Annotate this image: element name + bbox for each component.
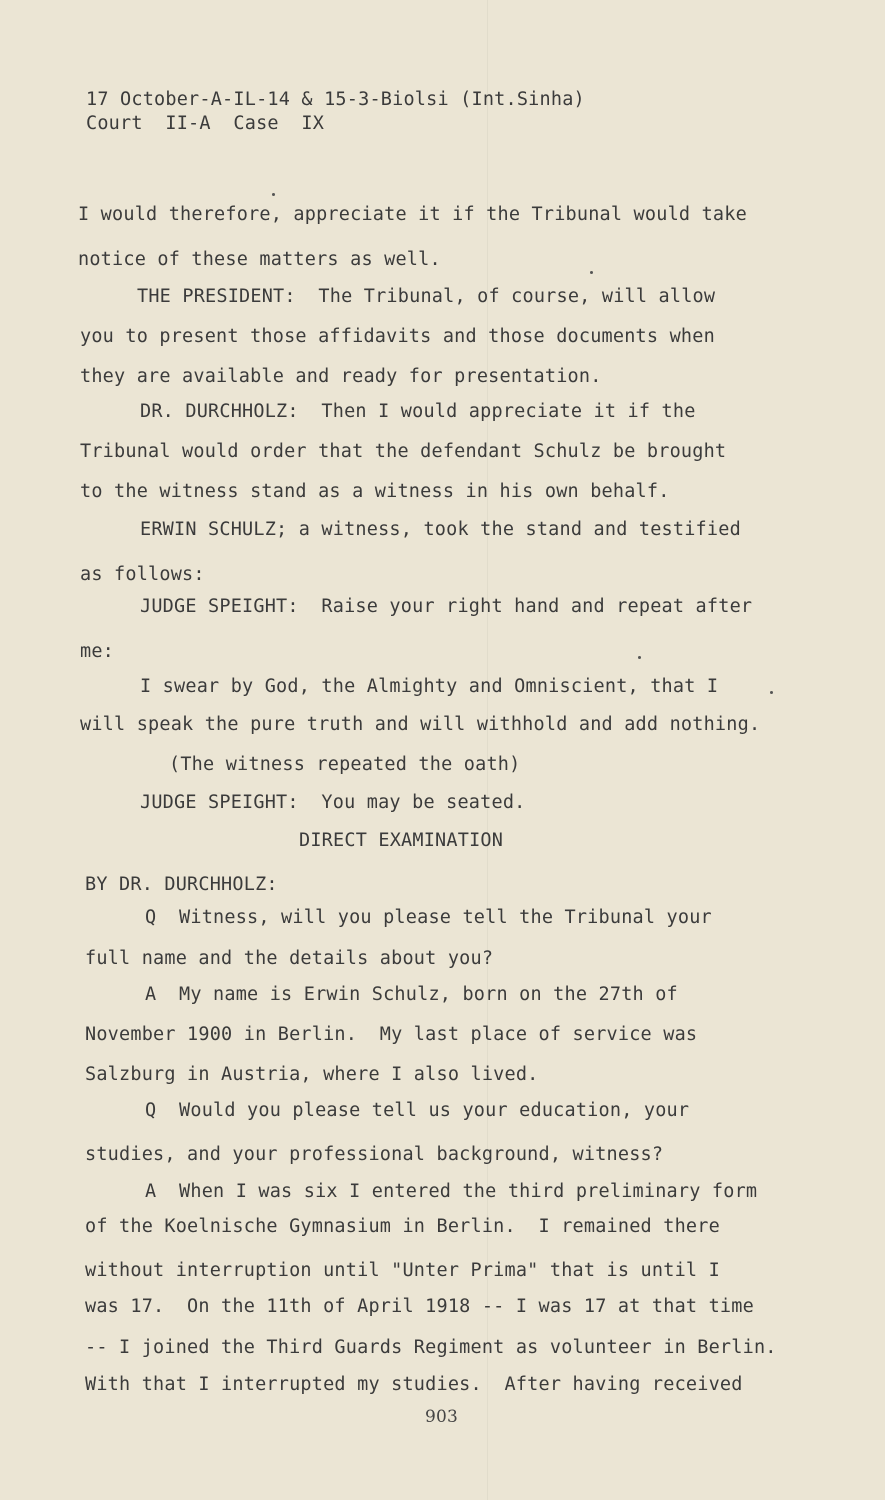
oath-line: will speak the pure truth and will withhold and add nothing.	[80, 714, 761, 735]
text-line: me:	[80, 641, 115, 662]
text-line: Tribunal would order that the defendant Schulz be brought	[80, 441, 727, 462]
header-line-2: Court II-A Case IX	[86, 113, 325, 134]
text-line: I would therefore, appreciate it if the Tribunal would take	[78, 204, 747, 225]
examiner-line: BY DR. DURCHHOLZ:	[85, 874, 278, 895]
section-heading: DIRECT EXAMINATION	[299, 830, 504, 851]
answer-line: A When I was six I entered the third preliminary form	[145, 1181, 758, 1202]
answer-line: A My name is Erwin Schulz, born on the 27th of	[145, 984, 678, 1005]
speaker-line: JUDGE SPEIGHT: Raise your right hand and repeat after	[140, 596, 753, 617]
header-line-1: 17 October-A-IL-14 & 15-3-Biolsi (Int.Sinha)	[86, 89, 585, 110]
ink-speck	[590, 271, 593, 274]
ink-speck	[770, 691, 773, 694]
text-line: as follows:	[80, 564, 205, 585]
text-line: -- I joined the Third Guards Regiment as volunteer in Berlin.	[85, 1337, 777, 1358]
speaker-line: THE PRESIDENT: The Tribunal, of course, will allow	[137, 286, 716, 307]
text-line: ERWIN SCHULZ; a witness, took the stand and testified	[140, 519, 741, 540]
question-line: Q Would you please tell us your education, your	[145, 1100, 690, 1121]
text-line: to the witness stand as a witness in his own behalf.	[80, 481, 670, 502]
text-line: you to present those affidavits and those documents when	[80, 326, 715, 347]
text-line: notice of these matters as well.	[78, 249, 441, 270]
text-line: without interruption until "Unter Prima" that is until I	[85, 1260, 720, 1281]
text-line: studies, and your professional background, witness?	[85, 1144, 664, 1165]
stage-direction: (The witness repeated the oath)	[169, 754, 521, 775]
text-line: full name and the details about you?	[85, 948, 494, 969]
page-number: 903	[425, 1407, 459, 1427]
question-line: Q Witness, will you please tell the Tribunal your	[145, 907, 712, 928]
text-line: With that I interrupted my studies. After having received	[85, 1374, 743, 1395]
text-line: they are available and ready for presentation.	[80, 366, 602, 387]
speaker-line: JUDGE SPEIGHT: You may be seated.	[140, 792, 526, 813]
text-line: Salzburg in Austria, where I also lived.	[85, 1064, 539, 1085]
speaker-line: DR. DURCHHOLZ: Then I would appreciate it if the	[140, 401, 696, 422]
oath-line: I swear by God, the Almighty and Omniscient, that I	[140, 676, 719, 697]
text-line: November 1900 in Berlin. My last place of service was	[85, 1024, 698, 1045]
ink-speck	[272, 193, 275, 196]
text-line: of the Koelnische Gymnasium in Berlin. I remained there	[85, 1216, 720, 1237]
ink-speck	[638, 656, 641, 659]
text-line: was 17. On the 11th of April 1918 -- I was 17 at that time	[85, 1296, 754, 1317]
